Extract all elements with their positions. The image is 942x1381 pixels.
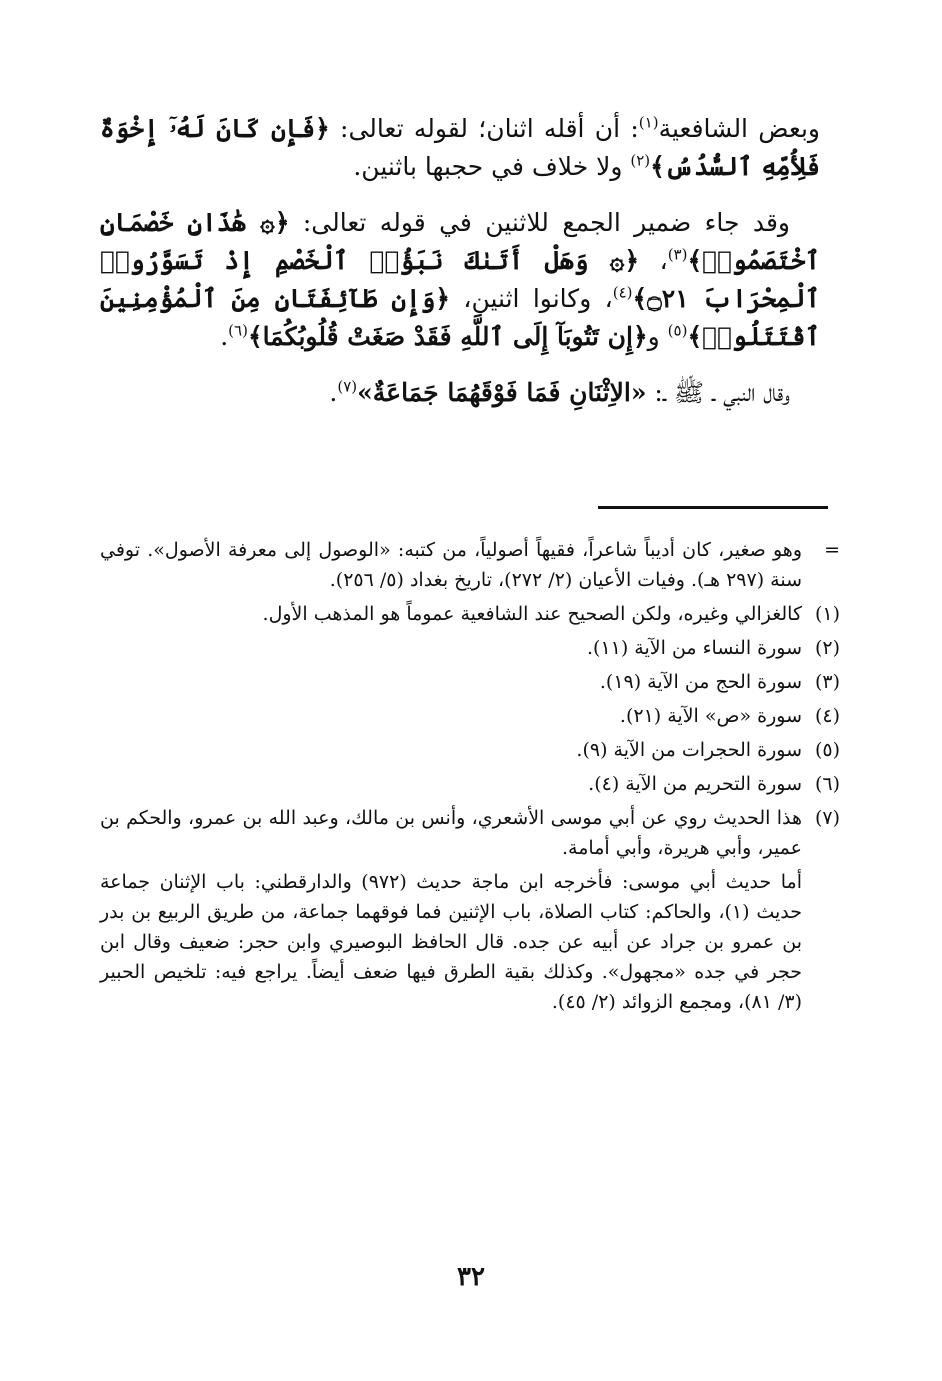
footnote-item — [100, 769, 840, 799]
footnote-number: (٦) — [814, 773, 840, 795]
footnote-number: (٥) — [814, 739, 840, 761]
hadith-text: «الاِثْنَانِ فَمَا فَوْقَهُمَا جَمَاعَةٌ» — [357, 378, 647, 407]
footnote-text: أما حديث أبي موسى: فأخرجه ابن ماجة حديث (٩٧٢) والدارقطني: باب الإثنان جماعة حديث (١)، والحاكم: كتاب الصلاة، باب الإثنين فما فوقهما جماعة، من طريق الربيع بن بدر بن عمرو بن جراد عن أبيه عن جده. قال الحافظ البوصيري وابن حجر: ضعيف وقال ابن حجر في جده «مجهول». وكذلك بقية الطرق فيها ضعف أيضاً. يراجع فيه: تلخيص الحبير (٣/ ٨١)، ومجمع الزوائد (٢/ ٤٥). — [100, 871, 802, 1013]
paragraph-2 — [100, 204, 820, 356]
text-span: ، وكانوا اثنين، — [450, 284, 613, 313]
footnotes-section — [100, 535, 840, 1021]
footnote-number: (١) — [814, 603, 840, 625]
text-span: . — [329, 378, 338, 407]
text-span: : أن أقله اثنان؛ لقوله تعالى: — [329, 114, 639, 143]
footnote-text: وهو صغير، كان أديباً شاعراً، فقيهاً أصولياً، من كتبه: «الوصول إلى معرفة الأصول». توفي سنة (٢٩٧ هـ). وفيات الأعيان (٢/ ٢٧٢)، تاريخ بغداد (٥/ ٢٥٦). — [100, 539, 802, 591]
footnote-item — [100, 701, 840, 731]
text-span: وبعض الشافعية — [658, 114, 820, 143]
footnote-item — [100, 803, 840, 863]
footnote-ref: (٥) — [667, 321, 688, 340]
paragraph-3 — [100, 374, 820, 412]
text-span: ، — [639, 246, 668, 275]
footnote-text: سورة «ص» الآية (٢١). — [619, 705, 802, 727]
quran-verse: ﴿۞ هَٰذَانِ خَصْمَانِ ٱخْتَصَمُوا۟﴾ — [100, 208, 821, 275]
footnote-number: (٢) — [814, 637, 840, 659]
footnote-number: (٤) — [814, 705, 840, 727]
footnote-ref: (٦) — [228, 321, 248, 340]
main-text — [100, 110, 820, 430]
text-span: وقال النبي ـ ﷺ ـ: — [646, 378, 790, 407]
footnote-ref: (٧) — [337, 377, 358, 396]
footnote-text: سورة التحريم من الآية (٤). — [588, 773, 802, 795]
footnote-text: هذا الحديث روي عن أبي موسى الأشعري، وأنس بن مالك، وعبد الله بن عمرو، والحكم بن عمير، وأبي هريرة، وأبي أمامة. — [100, 807, 802, 859]
footnote-ref: (٤) — [612, 283, 633, 302]
footnote-ref: (٣) — [667, 245, 688, 264]
footnote-ref: (٢) — [630, 151, 651, 170]
footnote-item — [100, 599, 840, 629]
footnote-item — [100, 667, 840, 697]
footnote-text: سورة النساء من الآية (١١). — [586, 637, 802, 659]
page-number: ٣٢ — [457, 1262, 485, 1292]
paragraph-1 — [100, 110, 820, 186]
footnote-item-continuation — [100, 867, 840, 1017]
quran-verse: ﴿۞ وَهَلْ أَتَىٰكَ نَبَؤُا۟ ٱلْخَصْمِ إِذْ تَسَوَّرُوا۟ ٱلْمِحْرَابَ ۝٢١﴾ — [100, 246, 820, 313]
quran-verse: ﴿فَإِن كَانَ لَهُۥٓ إِخْوَةٌ فَلِأُمِّهِ ٱلسُّدُسُ﴾ — [100, 114, 820, 181]
text-span: ولا خلاف في حجبها باثنين. — [353, 152, 631, 181]
footnote-item — [100, 735, 840, 765]
footnote-number: (٣) — [814, 671, 840, 693]
footnote-text: كالغزالي وغيره، ولكن الصحيح عند الشافعية عموماً هو المذهب الأول. — [262, 603, 802, 625]
footnote-text: سورة الحج من الآية (١٩). — [599, 671, 802, 693]
footnote-continuation — [100, 535, 840, 595]
text-span: وقد جاء ضمير الجمع للاثنين في قوله تعالى: — [289, 208, 790, 237]
footnote-divider — [598, 506, 828, 509]
footnote-item — [100, 633, 840, 663]
continuation-mark: = — [824, 539, 840, 561]
footnote-number: (٧) — [814, 807, 840, 829]
text-span: و — [647, 322, 668, 351]
footnote-ref: (١) — [638, 113, 659, 132]
quran-verse: ﴿إِن تَتُوبَآ إِلَى ٱللَّهِ فَقَدْ صَغَتْ قُلُوبُكُمَا﴾ — [247, 322, 648, 351]
footnote-text: سورة الحجرات من الآية (٩). — [576, 739, 802, 761]
quran-verse: ﴿وَإِن طَآئِفَتَانِ مِنَ ٱلْمُؤْمِنِينَ ٱقْتَتَلُوا۟﴾ — [100, 284, 820, 351]
text-span: . — [220, 322, 229, 351]
